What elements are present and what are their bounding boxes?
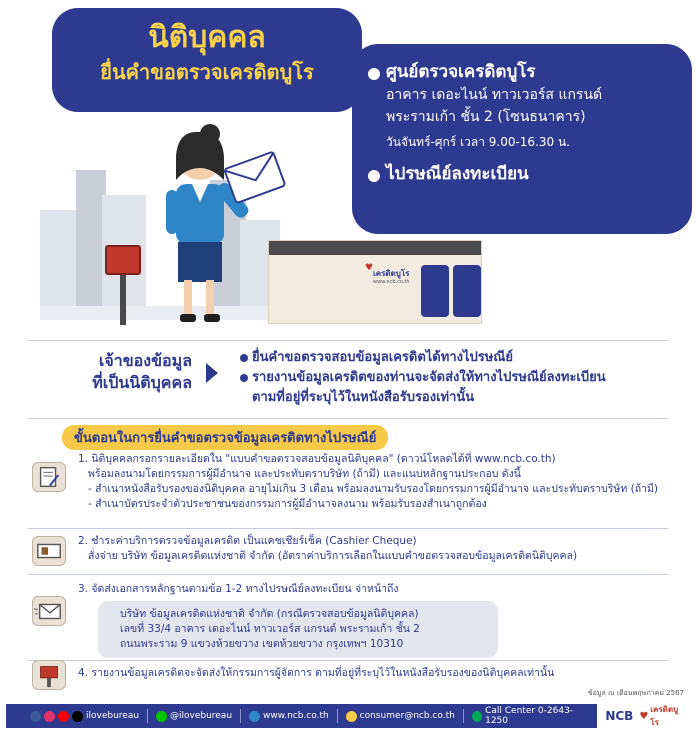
step-1-line-c: - สำเนาหนังสือรับรองของนิติบุคคล อายุไม่เกิน 3 เดือน พร้อมลงนามรับรองโดยกรรมการผู้มีอำนาจ และประทับตราบริษัท (ถ้ามี) [88, 483, 658, 495]
youtube-icon[interactable] [58, 711, 69, 722]
step-2-line-b: สั่งจ่าย บริษัท ข้อมูลเครดิตแห่งชาติ จำกัด (อัตราค่าบริการเลือกในแบบคำขอตรวจสอบข้อมูลเครดิตนิติบุคคล) [88, 550, 578, 562]
store-url-text: www.ncb.co.th [373, 279, 410, 285]
step-2 [28, 534, 668, 574]
owner-bullet-2: รายงานข้อมูลเครดิตของท่านจะจัดส่งให้ทางไปรษณีย์ลงทะเบียน [252, 370, 606, 385]
owner-bullet-1: ยื่นคำขอตรวจสอบข้อมูลเครดิตได้ทางไปรษณีย์ [252, 350, 513, 365]
facebook-icon[interactable] [30, 711, 41, 722]
step-2-line-a: 2. ชำระค่าบริการตรวจข้อมูลเครดิต เป็นแคชเชียร์เช็ค (Cashier Cheque) [78, 535, 417, 547]
divider [28, 660, 668, 661]
line-icon [156, 711, 167, 722]
social-links[interactable] [30, 711, 139, 722]
instagram-icon[interactable] [44, 711, 55, 722]
call-center-link[interactable]: Call Center 0-2643-1250 [472, 706, 590, 726]
store-logo-text: เครดิตบูโร [373, 269, 410, 278]
page-title: นิติบุคคล [148, 20, 266, 55]
divider [28, 340, 668, 341]
step-1 [28, 452, 668, 524]
step-3 [28, 582, 668, 656]
footer-bar [6, 704, 690, 728]
step-4-line-a: 4. รายงานข้อมูลเครดิตจะจัดส่งให้กรรมการผู้จัดการ ตามที่อยู่ที่ระบุไว้ในหนังสือรับรองของนิติบุคคลเท่านั้น [78, 667, 555, 679]
credit-center-heading: ศูนย์ตรวจเครดิตบูโร [386, 62, 536, 82]
step-3-line-a: 3. จัดส่งเอกสารหลักฐานตามข้อ 1-2 ทางไปรษณีย์ลงทะเบียน จ่าหน้าถึง [78, 583, 399, 595]
line-link[interactable]: @ilovebureau [156, 711, 232, 722]
mailbox-illustration [105, 245, 145, 325]
channels-box [352, 44, 692, 234]
address-line-2: เลขที่ 33/4 อาคาร เดอะไนน์ ทาวเวอร์ส แกรนด์ พระรามเก้า ชั้น 2 [120, 623, 420, 635]
mail-send-icon [32, 596, 66, 626]
brand-logo [597, 704, 690, 728]
ncb-logo: NCB [605, 709, 634, 723]
center-hours: วันจันทร์-ศุกร์ เวลา 9.00-16.30 น. [386, 135, 570, 149]
globe-icon [249, 711, 260, 722]
divider [28, 528, 668, 529]
center-address-line2: พระรามเก้า ชั้น 2 (โซนธนาคาร) [386, 109, 586, 125]
steps-title: ขั้นตอนในการยื่นคำขอตรวจข้อมูลเครดิตทางไปรษณีย์ [62, 425, 388, 450]
tiktok-icon[interactable] [72, 711, 83, 722]
divider [28, 418, 668, 419]
hero-section [0, 0, 696, 330]
phone-icon [472, 711, 482, 722]
owner-bullets [240, 348, 670, 408]
step-1-line-d: - สำเนาบัตรประจำตัวประชาชนของกรรมการผู้มีอำนาจลงนาม พร้อมรับรองสำเนาถูกต้อง [88, 498, 487, 510]
step-4 [28, 664, 668, 688]
credit-bureau-logo-text: เครดิตบูโร [650, 705, 679, 727]
registered-mail-heading: ไปรษณีย์ลงทะเบียน [386, 164, 529, 184]
arrow-right-icon [206, 363, 218, 383]
address-line-3: ถนนพระราม 9 แขวงห้วยขวาง เขตห้วยขวาง กรุงเทพฯ 10310 [120, 638, 404, 650]
form-edit-icon [32, 462, 66, 492]
divider [28, 574, 668, 575]
ncb-service-counter-illustration: ♥ เครดิตบูโร www.ncb.co.th [268, 240, 482, 324]
cheque-icon [32, 536, 66, 566]
heart-icon: ♥ [639, 710, 649, 722]
owner-bullet-2-continued: ตามที่อยู่ที่ระบุไว้ในหนังสือรับรองเท่านั้น [252, 390, 475, 405]
page-subtitle: ยื่นคำขอตรวจเครดิตบูโร [100, 60, 314, 84]
social-handle[interactable]: ilovebureau [86, 711, 140, 721]
data-date-note: ข้อมูล ณ เดือนพฤษภาคม 2567 [587, 689, 684, 697]
address-line-1: บริษัท ข้อมูลเครดิตแห่งชาติ จำกัด (กรณีตรวจสอบข้อมูลนิติบุคคล) [120, 608, 419, 620]
owner-label: เจ้าของข้อมูล ที่เป็นนิติบุคคล [92, 351, 192, 392]
businesswoman-illustration [140, 120, 260, 330]
center-address-line1: อาคาร เดอะไนน์ ทาวเวอร์ส แกรนด์ [386, 87, 603, 103]
mailing-address-box [98, 601, 498, 658]
step-1-line-a: 1. นิติบุคคลกรอกรายละเอียดใน "แบบคำขอตรวจสอบข้อมูลนิติบุคคล" (ดาวน์โหลดได้ที่ www.ncb.co.th) [78, 453, 556, 465]
mailbox-delivery-icon [32, 660, 66, 690]
website-link[interactable]: www.ncb.co.th [249, 711, 329, 722]
email-link[interactable]: consumer@ncb.co.th [346, 711, 455, 722]
step-1-line-b: พร้อมลงนามโดยกรรมการผู้มีอำนาจ และประทับตราบริษัท (ถ้ามี) และแนบหลักฐานประกอบ ดังนี้ [88, 468, 521, 480]
title-banner [52, 8, 362, 112]
email-icon [346, 711, 357, 722]
